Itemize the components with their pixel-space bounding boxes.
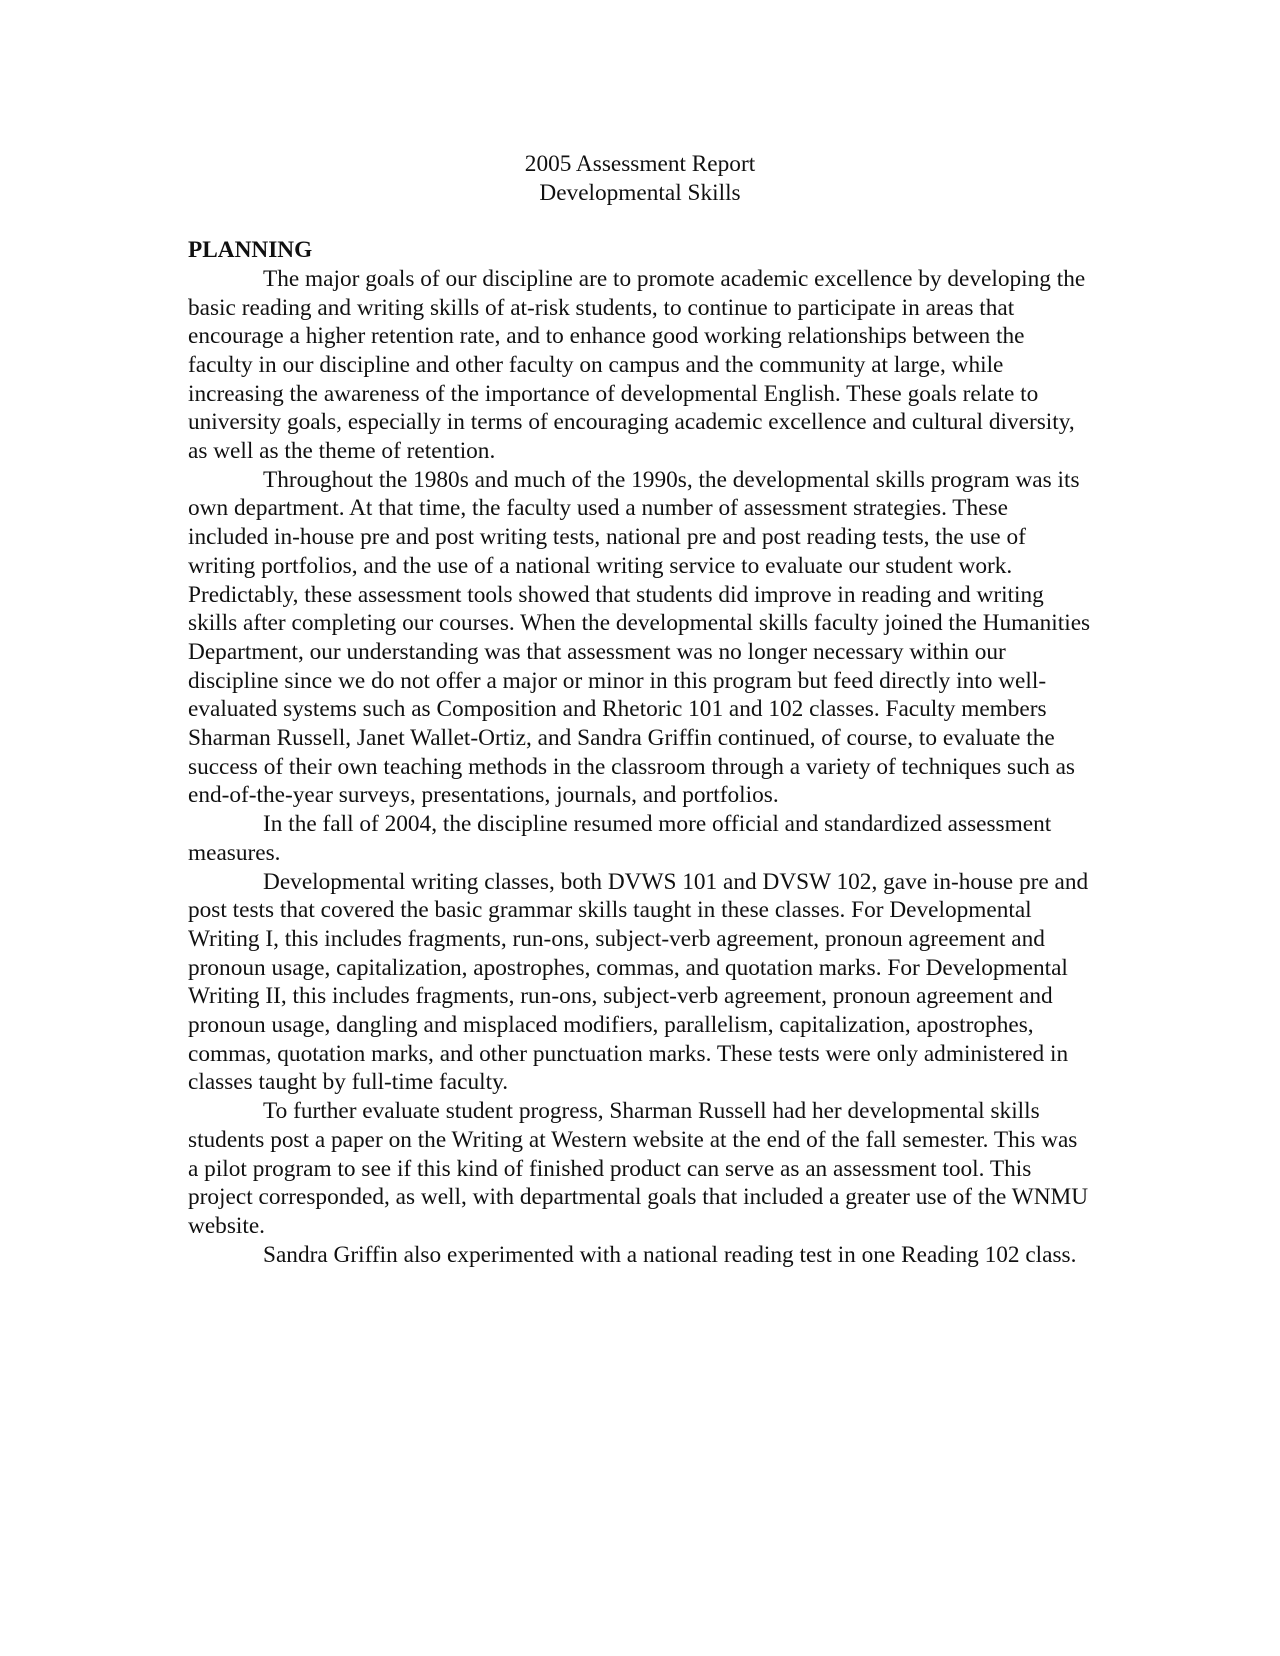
document-subtitle: Developmental Skills	[539, 179, 741, 206]
paragraph-writing-classes: Developmental writing classes, both DVWS 101 and DVSW 102, gave in-house pre and post tests that covered the basic grammar skills taught in these classes. For Developmental Writing I, this includes fragments, run-ons, subject-verb agreement, pronoun agreement and pronoun usage, capitalization, apostrophes, commas, and quotation marks. For Developmental Writing II, this includes fragments, run-ons, subject-verb agreement, pronoun agreement and pronoun usage, dangling and misplaced modifiers, parallelism, capitalization, apostrophes, commas, quotation marks, and other punctuation marks. These tests were only administered in classes taught by full-time faculty.	[188, 868, 1089, 1096]
paragraph-fall-2004: In the fall of 2004, the discipline resumed more official and standardized assessment measures.	[188, 811, 1052, 866]
section-heading-planning: PLANNING	[188, 237, 313, 264]
title-block	[188, 150, 1092, 207]
paragraph-student-progress: To further evaluate student progress, Sharman Russell had her developmental skills students post a paper on the Writing at Western website at the end of the fall semester. This was a pilot program to see if this kind of finished product can serve as an assessment tool. This project corresponded, as well, with departmental goals that included a greater use of the WNMU website.	[188, 1098, 1089, 1239]
paragraph-goals: The major goals of our discipline are to promote academic excellence by developing the basic reading and writing skills of at-risk students, to continue to participate in areas that encourage a higher retention rate, and to enhance good working relationships between the faculty in our discipline and other faculty on campus and the community at large, while increasing the awareness of the importance of developmental English. These goals relate to university goals, especially in terms of encouraging academic excellence and cultural diversity, as well as the theme of retention.	[188, 265, 1086, 465]
paragraph-history: Throughout the 1980s and much of the 1990s, the developmental skills program was its own department. At that time, the faculty used a number of assessment strategies. These included in-house pre and post writing tests, national pre and post reading tests, the use of writing portfolios, and the use of a national writing service to evaluate our student work. Predictably, these assessment tools showed that students did improve in reading and writing skills after completing our courses. When the developmental skills faculty joined the Humanities Department, our understanding was that assessment was no longer necessary within our discipline since we do not offer a major or minor in this program but feed directly into well-evaluated systems such as Composition and Rhetoric 101 and 102 classes. Faculty members Sharman Russell, Janet Wallet-Ortiz, and Sandra Griffin continued, of course, to evaluate the success of their own teaching methods in the classroom through a variety of techniques such as end-of-the-year surveys, presentations, journals, and portfolios.	[188, 466, 1091, 809]
document-title: 2005 Assessment Report	[524, 151, 756, 177]
document-page	[188, 150, 1092, 1269]
paragraph-reading-test: Sandra Griffin also experimented with a national reading test in one Reading 102 class.	[263, 1241, 1077, 1268]
